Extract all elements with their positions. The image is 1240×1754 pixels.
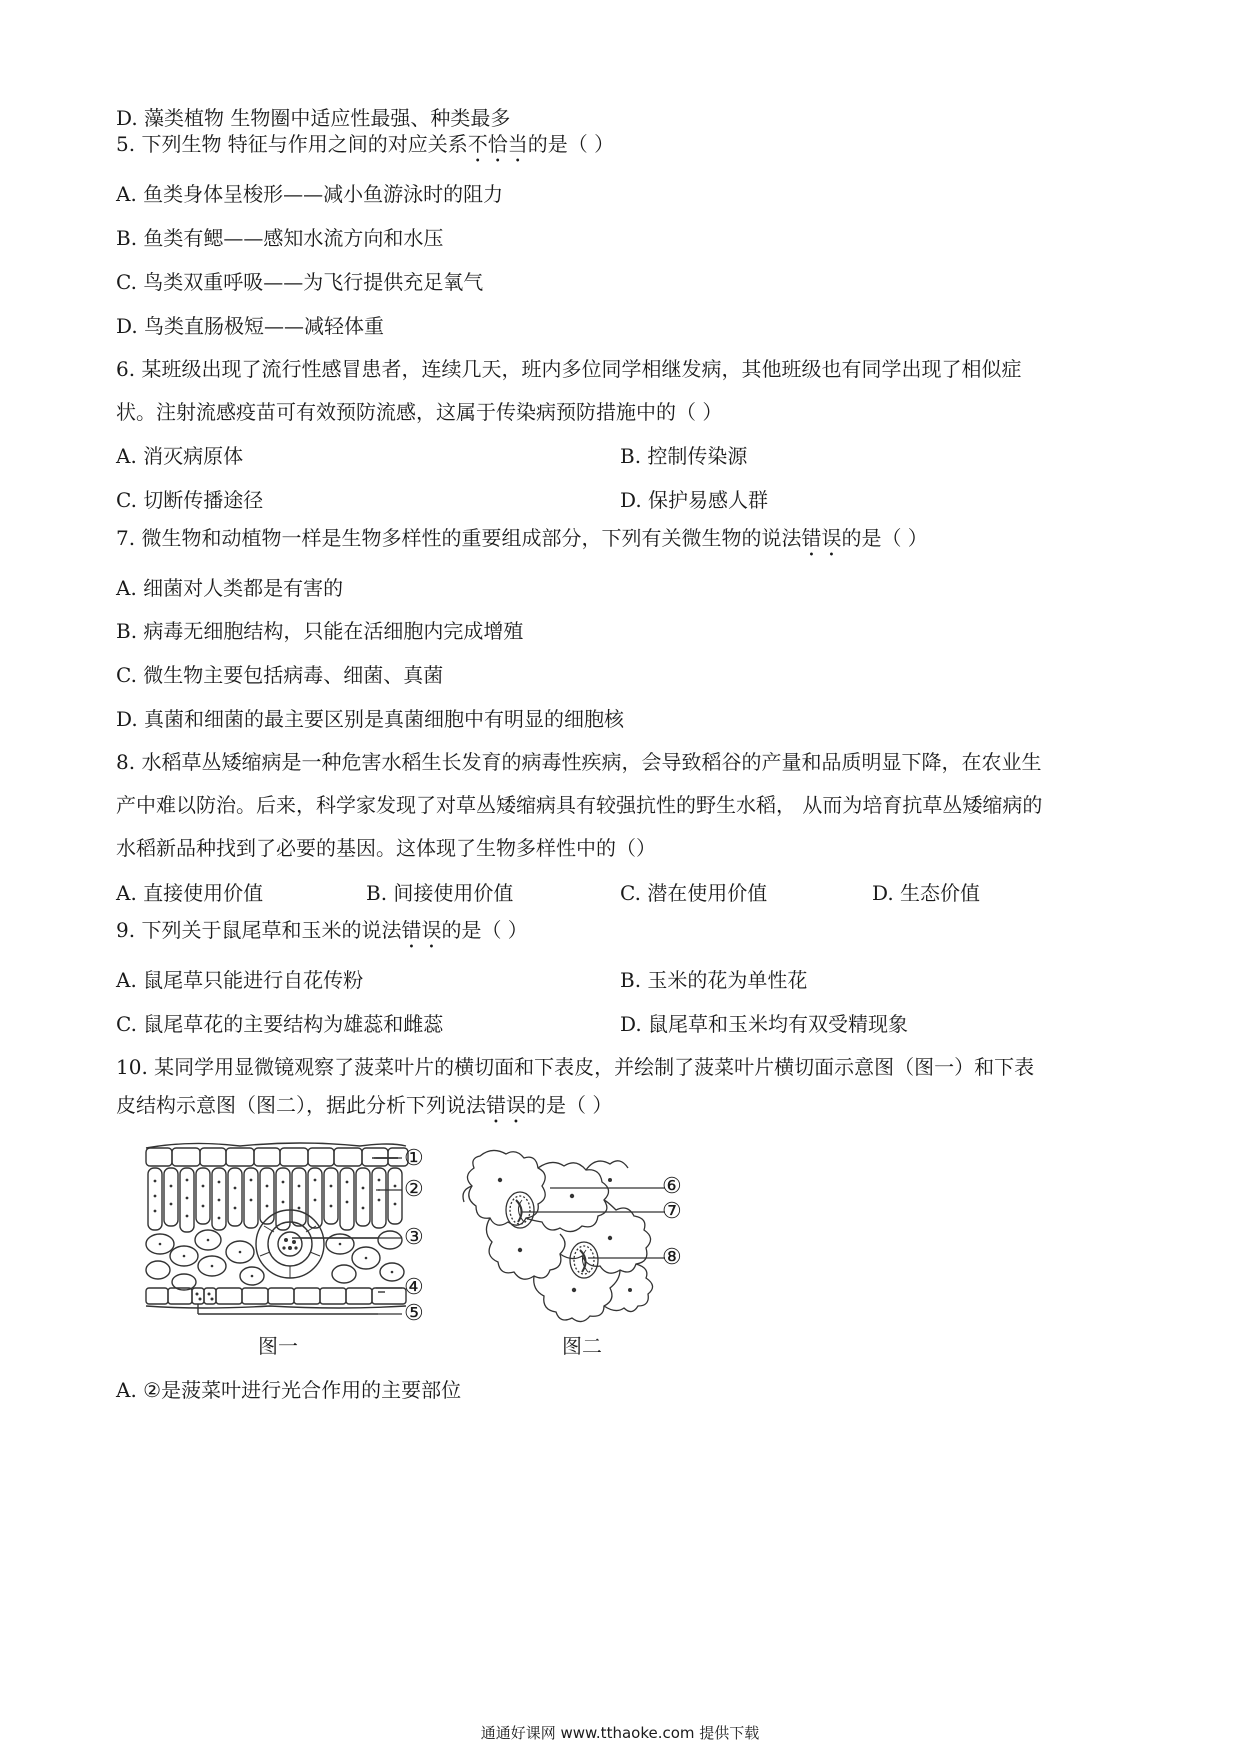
q6-stem-line2: 状。注射流感疫苗可有效预防流感，这属于传染病预防措施中的（ ） <box>116 400 723 424</box>
label-5: ⑤ <box>404 1301 424 1326</box>
q9-option-a: A. 鼠尾草只能进行自花传粉 <box>116 968 364 992</box>
q5-option-d: D. 鸟类直肠极短——减轻体重 <box>116 314 385 338</box>
q7-option-d: D. 真菌和细菌的最主要区别是真菌细胞中有明显的细胞核 <box>116 707 625 731</box>
label-4: ④ <box>404 1275 424 1300</box>
q6-option-a: A. 消灭病原体 <box>116 444 244 468</box>
q8-option-d: D. 生态价值 <box>872 881 981 905</box>
q7-stem: 7. 微生物和动植物一样是生物多样性的重要组成部分，下列有关微生物的说法错误的是（ ） <box>116 526 928 550</box>
q10-stem-line1: 10. 某同学用显微镜观察了菠菜叶片的横切面和下表皮，并绘制了菠菜叶片横切面示意图（图一）和下表 <box>116 1055 1035 1079</box>
label-8: ⑧ <box>662 1245 682 1270</box>
q8-option-a: A. 直接使用价值 <box>116 881 264 905</box>
q7-option-c: C. 微生物主要包括病毒、细菌、真菌 <box>116 663 444 687</box>
label-3: ③ <box>404 1225 424 1250</box>
label-6: ⑥ <box>662 1174 682 1199</box>
q7-option-b: B. 病毒无细胞结构，只能在活细胞内完成增殖 <box>116 619 524 643</box>
q9-stem: 9. 下列关于鼠尾草和玉米的说法错误的是（ ） <box>116 918 528 942</box>
label-2: ② <box>404 1177 424 1202</box>
q5-stem: 5. 下列生物 特征与作用之间的对应关系不恰当的是（ ） <box>116 132 615 156</box>
q9-option-b: B. 玉米的花为单性花 <box>620 968 808 992</box>
q8-stem-line2: 产中难以防治。后来，科学家发现了对草丛矮缩病具有较强抗性的野生水稻， 从而为培育抗草丛矮缩病的 <box>116 793 1043 817</box>
caption-figure-2: 图二 <box>562 1334 602 1358</box>
q5-option-a: A. 鱼类身体呈梭形——减小鱼游泳时的阻力 <box>116 182 504 206</box>
q9-option-c: C. 鼠尾草花的主要结构为雄蕊和雌蕊 <box>116 1012 444 1036</box>
q8-option-b: B. 间接使用价值 <box>366 881 514 905</box>
q6-stem-line1: 6. 某班级出现了流行性感冒患者，连续几天，班内多位同学相继发病，其他班级也有同学出现了相似症 <box>116 357 1022 381</box>
label-1: ① <box>404 1146 424 1171</box>
q10-stem-line2: 皮结构示意图（图二），据此分析下列说法错误的是（ ） <box>116 1093 613 1117</box>
q9-option-d: D. 鼠尾草和玉米均有双受精现象 <box>620 1012 909 1036</box>
q8-stem-line1: 8. 水稻草丛矮缩病是一种危害水稻生长发育的病毒性疾病，会导致稻谷的产量和品质明显下降，在农业生 <box>116 750 1042 774</box>
q6-option-c: C. 切断传播途径 <box>116 488 264 512</box>
figure-lower-epidermis <box>460 1140 680 1330</box>
label-7: ⑦ <box>662 1199 682 1224</box>
q8-stem-line3: 水稻新品种找到了必要的基因。这体现了生物多样性中的（） <box>116 836 656 860</box>
q6-option-d: D. 保护易感人群 <box>620 488 769 512</box>
q5-option-c: C. 鸟类双重呼吸——为飞行提供充足氧气 <box>116 270 484 294</box>
q8-option-c: C. 潜在使用价值 <box>620 881 768 905</box>
q6-option-b: B. 控制传染源 <box>620 444 748 468</box>
q7-option-a: A. 细菌对人类都是有害的 <box>116 576 344 600</box>
q4-option-d: D. 藻类植物 生物圈中适应性最强、种类最多 <box>116 106 511 130</box>
footer-credit: 通通好课网 www.tthaoke.com 提供下载 <box>480 1724 760 1742</box>
q5-option-b: B. 鱼类有鳃——感知水流方向和水压 <box>116 226 444 250</box>
q10-option-a: A. ②是菠菜叶进行光合作用的主要部位 <box>116 1378 462 1402</box>
caption-figure-1: 图一 <box>258 1334 298 1358</box>
